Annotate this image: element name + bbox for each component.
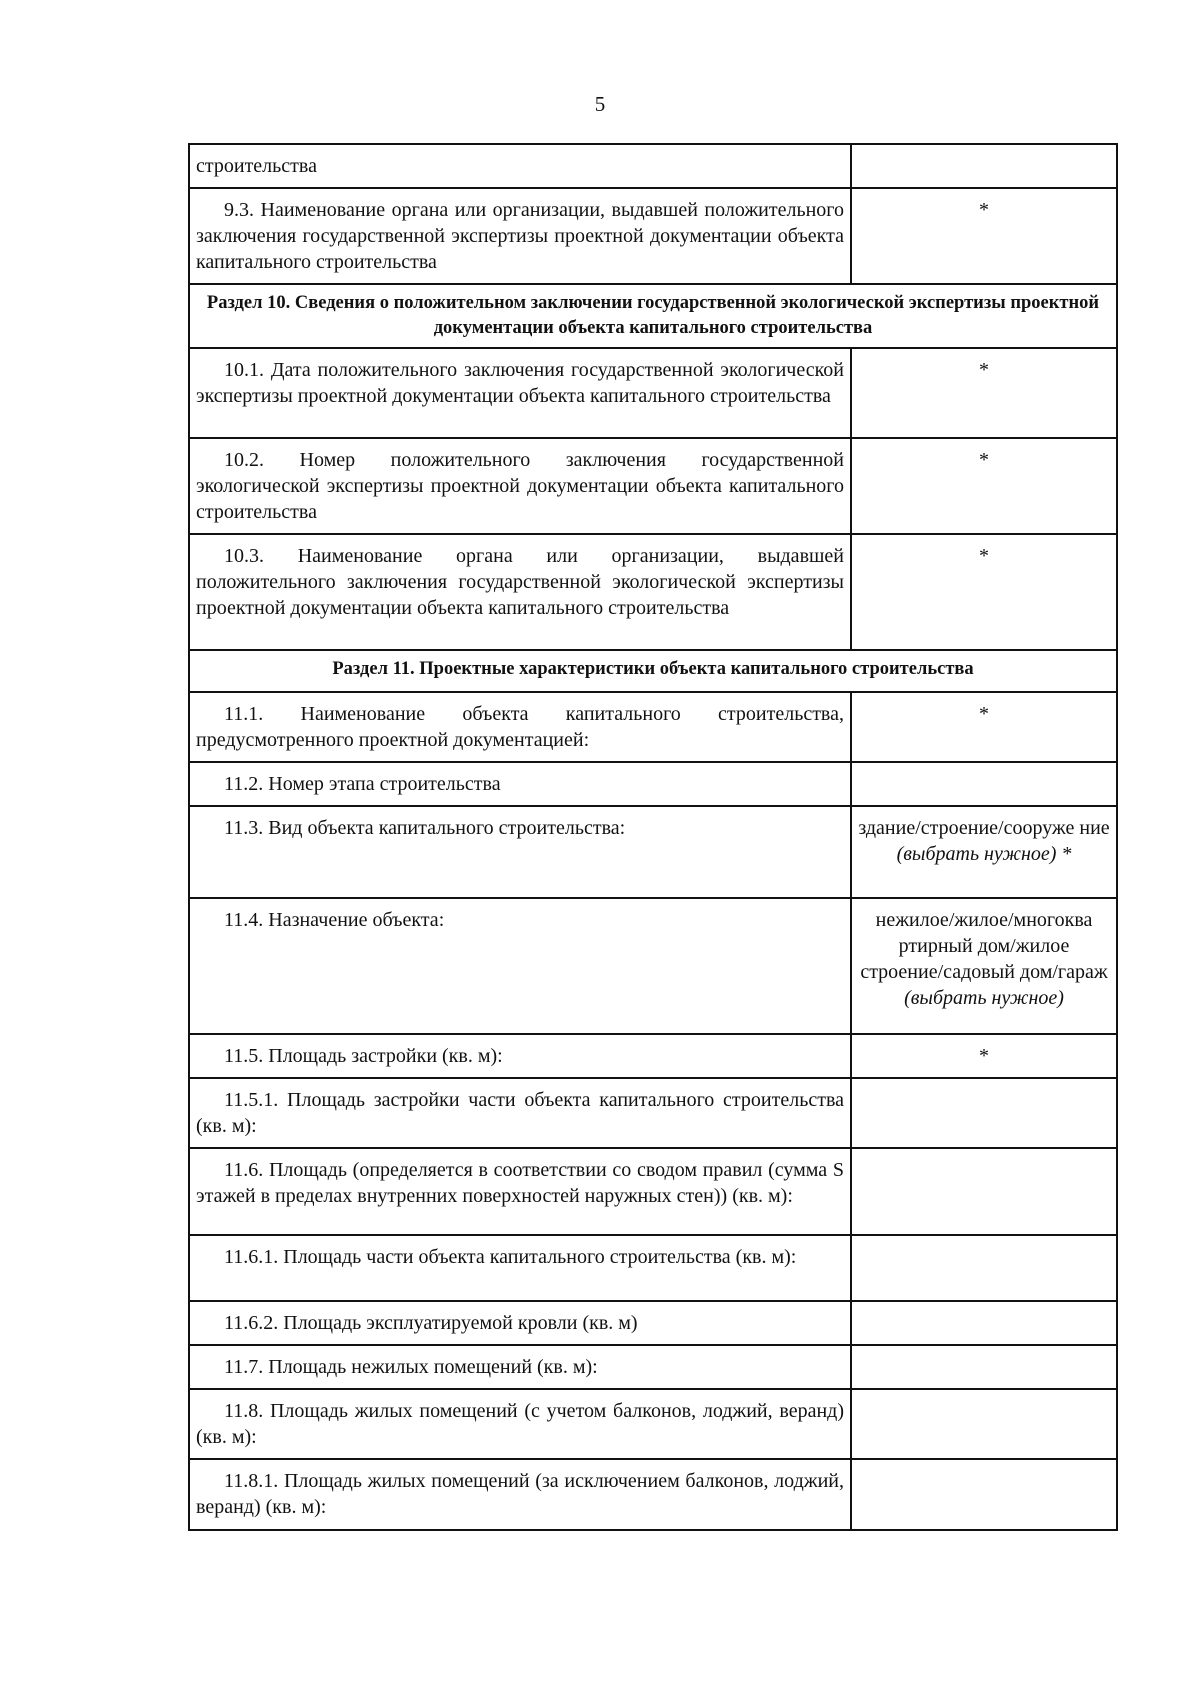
form-row [189,534,1117,650]
field-label [189,438,851,534]
field-label-text: 11.7. Площадь нежилых помещений (кв. м): [224,1356,598,1378]
form-row [189,762,1117,806]
field-value-text: здание/строение/сооруже ние [858,817,1110,839]
field-value-text: * [979,1045,989,1067]
section-title: Раздел 11. Проектные характеристики объекта капитального строительства [189,650,1117,692]
field-value-note: (выбрать нужное) * [896,843,1072,865]
form-row [189,1345,1117,1389]
form-row [189,188,1117,284]
field-label-text: 10.2. Номер положительного заключения государственной экологической экспертизы проектной документации объекта капитального строительства [196,449,844,523]
form-row [189,1078,1117,1148]
field-value-text: * [979,703,989,725]
field-label [189,144,851,188]
field-label-text: 10.3. Наименование органа или организации, выдавшей положительного заключения государственной экологической экспертизы проектной документации объекта капитального строительства [196,545,844,619]
field-value-text: нежилое/жилое/многоква ртирный дом/жилое строение/садовый дом/гараж [860,909,1108,983]
field-value-text: * [979,359,989,381]
form-table [188,143,1118,1531]
field-value[interactable] [851,188,1117,284]
form-row [189,1034,1117,1078]
field-label [189,1235,851,1301]
form-row [189,692,1117,762]
field-value-text: * [979,545,989,567]
field-label [189,534,851,650]
field-value[interactable] [851,1235,1117,1301]
field-value[interactable] [851,1345,1117,1389]
field-value[interactable] [851,692,1117,762]
field-value[interactable] [851,1034,1117,1078]
form-row [189,1459,1117,1530]
form-row [189,806,1117,898]
field-label-text: 11.5.1. Площадь застройки части объекта капитального строительства (кв. м): [196,1089,844,1137]
form-row [189,1301,1117,1345]
field-value[interactable] [851,348,1117,438]
form-row [189,1235,1117,1301]
field-label [189,762,851,806]
field-value[interactable] [851,534,1117,650]
field-label [189,1389,851,1459]
field-label-text: 11.1. Наименование объекта капитального строительства, предусмотренного проектной документацией: [196,703,844,751]
field-label-text: 11.8.1. Площадь жилых помещений (за исключением балконов, лоджий, веранд) (кв. м): [196,1470,844,1518]
field-label-text: 10.1. Дата положительного заключения государственной экологической экспертизы проектной документации объекта капитального строительства [196,359,844,407]
field-label [189,1034,851,1078]
field-label-text: 11.6. Площадь (определяется в соответствии со сводом правил (сумма S этажей в пределах внутренних поверхностей наружных стен)) (кв. м): [196,1159,844,1207]
field-value[interactable] [851,438,1117,534]
field-label-text: 11.5. Площадь застройки (кв. м): [224,1045,503,1067]
form-row [189,1389,1117,1459]
section-header-row [189,650,1117,692]
field-value-text: * [979,199,989,221]
field-label-text: 11.8. Площадь жилых помещений (с учетом балконов, лоджий, веранд) (кв. м): [196,1400,844,1448]
field-label [189,348,851,438]
field-label [189,1459,851,1530]
field-label [189,1301,851,1345]
field-value[interactable] [851,1078,1117,1148]
field-value[interactable] [851,1301,1117,1345]
field-value-text: * [979,449,989,471]
field-value[interactable] [851,806,1117,898]
field-label [189,806,851,898]
field-label-text: 11.4. Назначение объекта: [224,909,445,931]
field-label-text: 9.3. Наименование органа или организации, выдавшей положительного заключения государственной экспертизы проектной документации объекта капитального строительства [196,199,844,273]
form-row [189,144,1117,188]
section-header-row [189,284,1117,348]
page-number: 5 [594,92,606,116]
field-value[interactable] [851,1148,1117,1235]
form-row [189,1148,1117,1235]
field-label [189,692,851,762]
form-row [189,348,1117,438]
form-row [189,898,1117,1034]
section-title: Раздел 10. Сведения о положительном заключении государственной экологической экспертизы проектной документации объекта капитального строительства [189,284,1117,348]
field-label-text: 11.6.2. Площадь эксплуатируемой кровли (кв. м) [224,1312,638,1334]
field-label-text: 11.2. Номер этапа строительства [224,773,501,795]
field-label [189,188,851,284]
field-value[interactable] [851,1459,1117,1530]
field-label [189,1078,851,1148]
field-label [189,1148,851,1235]
field-label-text: 11.3. Вид объекта капитального строительства: [224,817,626,839]
form-row [189,438,1117,534]
field-value[interactable] [851,144,1117,188]
field-value[interactable] [851,898,1117,1034]
field-value[interactable] [851,762,1117,806]
field-value[interactable] [851,1389,1117,1459]
field-label [189,1345,851,1389]
field-label [189,898,851,1034]
field-value-note: (выбрать нужное) [904,987,1064,1009]
field-label-text: 11.6.1. Площадь части объекта капитального строительства (кв. м): [224,1246,797,1268]
field-label-text: строительства [196,155,317,177]
